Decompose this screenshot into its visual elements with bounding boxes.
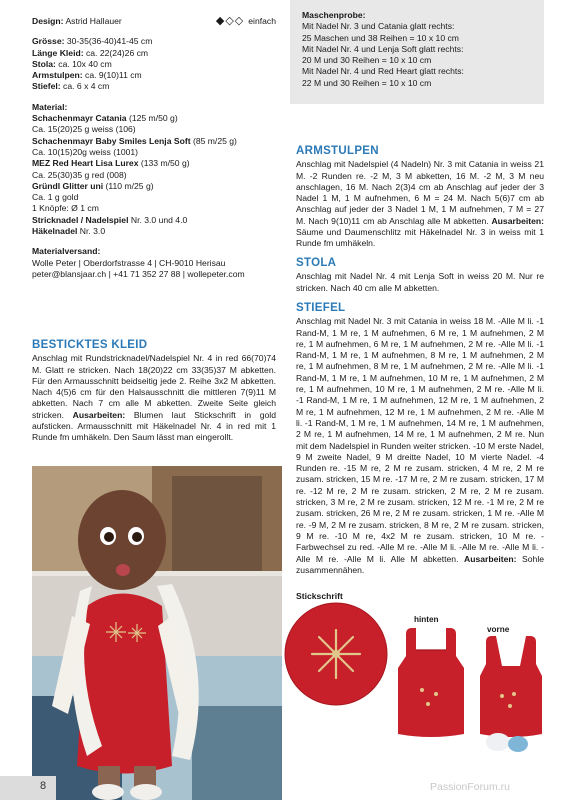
label-hinten: hinten xyxy=(414,615,439,624)
supplier-title: Materialversand: xyxy=(32,246,101,257)
material-item: MEZ Red Heart Lisa Lurex (133 m/50 g) xyxy=(32,158,190,169)
gauge-line: Mit Nadel Nr. 4 und Lenja Soft glatt rechts: xyxy=(302,43,464,54)
material-item: Ca. 25(30)35 g red (008) xyxy=(32,169,127,180)
page-number-tab xyxy=(0,776,56,800)
designer xyxy=(32,16,122,27)
material-list xyxy=(32,102,276,238)
material-item: Schachenmayr Catania (125 m/50 g) xyxy=(32,113,178,124)
section-title-kleid: BESTICKTES KLEID xyxy=(32,339,148,351)
difficulty xyxy=(216,16,276,27)
material-item: Ca. 10(15)20g weiss (1001) xyxy=(32,146,139,157)
designer-label: Design: xyxy=(32,16,64,26)
supplier-contact: peter@blansjaar.ch | +41 71 352 27 88 | wollepeter.com xyxy=(32,268,245,279)
difficulty-label: einfach xyxy=(248,16,276,26)
material-supplier xyxy=(32,246,276,280)
watermark: PassionForum.ru xyxy=(430,781,510,793)
material-item: Ca. 15(20)25 g weiss (106) xyxy=(32,124,136,135)
section-stola xyxy=(296,258,544,294)
material-item: Häkelnadel Nr. 3.0 xyxy=(32,226,106,237)
designer-name: Astrid Hallauer xyxy=(65,16,122,26)
design-row xyxy=(32,16,276,27)
left-column xyxy=(32,16,276,280)
dress-front-photo xyxy=(476,636,546,754)
armstulpen-instructions: Anschlag mit Nadelspiel (4 Nadeln) Nr. 3 mit Catania in weiss 21 M. -2 Runden re. -2 M, 3 M abketten, 16 M. -2 M, 3 M neu anschlagen, 16 M. Nach 2(3)4 cm ab Anschlag auf jeder der 3 Nadel 1 M, 1 M aufnehmen, 6 M = 24 M. Nach 5(6)7 cm ab Anschlag auf jeder der 3 Nadel 1 M, 1 M aufnehmen, 7 M = 27 M. Nach 9(10)11 cm ab Anschlag alle M abketten. Ausarbeiten: Säume und Daumenschlitz mit Häkelnadel Nr. 3 in weiss mit 1 Runde fm umhäkeln. xyxy=(296,159,544,249)
kleid-instructions: Anschlag mit Rundstricknadel/Nadelspiel Nr. 4 in red 66(70)74 M. Glatt re stricken. Nach 18(20)22 cm 33(35)37 M abketten. Für den Armausschnitt beidseitig jede 2. Reihe 3x2 M abketten. Nach 4(5)6 cm für den Halsausschnitt die mittleren 7(9)11 M abketten. Nach 7 cm alle M abketten. Zweite Seite gleich stricken. Ausarbeiten: Blumen laut Stickschrift in gold aufsticken. Armausschnitt mit Häkelnadel Nr. 4 in red mit 1 Runde fm umhäkeln. Den Saum lässt man eingerollt. xyxy=(32,353,276,443)
spec-value: ca. 6 x 4 cm xyxy=(63,81,110,92)
spec-value: ca. 9(10)11 cm xyxy=(85,70,142,81)
gauge-title: Maschenprobe: xyxy=(302,10,366,20)
dress-back-photo xyxy=(392,628,470,740)
gauge-line: Mit Nadel Nr. 3 und Catania glatt rechts: xyxy=(302,21,455,32)
section-stiefel xyxy=(296,303,544,576)
gauge-line: 20 M und 30 Reihen = 10 x 10 cm xyxy=(302,55,432,66)
material-item: Ca. 1 g gold xyxy=(32,192,79,203)
supplier-address: Wolle Peter | Oberdorfstrasse 4 | CH-9010 Herisau xyxy=(32,257,226,268)
section-title-armstulpen: ARMSTULPEN xyxy=(296,145,379,157)
material-item: Schachenmayr Baby Smiles Lenja Soft (85 m/25 g) xyxy=(32,135,237,146)
material-item: Gründl Glitter uni (110 m/25 g) xyxy=(32,180,154,191)
spec-label: Grösse: xyxy=(32,36,65,47)
gauge-line: 22 M und 30 Reihen = 10 x 10 cm xyxy=(302,77,432,88)
gauge-line: Mit Nadel Nr. 4 und Red Heart glatt rechts: xyxy=(302,66,464,77)
spec-row xyxy=(32,48,276,59)
doll-photo xyxy=(32,466,282,800)
gauge-box xyxy=(290,0,544,104)
difficulty-diamond-icons: ◆◇◇ xyxy=(215,15,245,27)
material-title: Material: xyxy=(32,101,68,112)
stola-instructions: Anschlag mit Nadel Nr. 4 mit Lenja Soft in weiss 20 M. Nur re stricken. Nach 40 cm alle M abketten. xyxy=(296,271,544,293)
spec-row xyxy=(32,70,276,81)
spec-row xyxy=(32,81,276,92)
spec-row xyxy=(32,36,276,47)
stickschrift-label: Stickschrift xyxy=(296,591,343,601)
spec-label: Stola: xyxy=(32,58,56,69)
spec-row xyxy=(32,59,276,70)
spec-value: ca. 22(24)26 cm xyxy=(85,47,149,58)
section-title-stiefel: STIEFEL xyxy=(296,302,346,314)
label-vorne: vorne xyxy=(487,625,510,634)
section-title-stola: STOLA xyxy=(296,257,337,269)
page-number: 8 xyxy=(40,780,47,792)
stiefel-instructions: Anschlag mit Nadel Nr. 3 mit Catania in weiss 18 M. -Alle M li. -1 Rand-M, 1 M re, 1 M aufnehmen, 6 M re, 1 M aufnehmen, 2 M re, 1 M aufnehmen, 6 M re, 1 M aufnehmen, 2 M re. -Alle M li. -1 Rand-M, 1 M re, 1 M aufnehmen, 8 M re, 1 M aufnehmen, 2 M re, 1 M aufnehmen, 8 M re, 1 M aufnehmen, 2 M re. -Alle M li. -1 Rand-M, 1 M re, 1 M aufnehmen, 10 M re, 1 M aufnehmen, 2 M re, 1 M aufnehmen, 10 M re, 1 M aufnehmen, 2 M re. -Alle M li. -1 Rand-M, 1 M re, 1 M aufnehmen, 12 M re, 1 M aufnehmen, 2 M re, 1 M aufnehmen, 12 M re, 1 M aufnehmen, 2 M re. -Alle M li. -1 Rand-M, 1 M re, 1 M aufnehmen, 14 M re, 1 M aufnehmen, 2 M re, 1 M aufnehmen, 14 M re, 1 M aufnehmen, 2 M re. Nun mit dem Nadelspiel in Runden weiter stricken. -10 M erste Nadel, 9 M zweite Nadel, 9 M dreitte Nadel, 10 M vierte Nadel. -4 Runden re. -15 M re, 2 M re zusam. stricken, 4 M re, 2 M re zusam. stricken, 15 M re. -17 M re, 2 M re zusam. stricken, 17 M re. -12 M re, 2 M re zusam. stricken, 2 M re, 2 M re zusam. stricken, 3 M re, 2 M re zusam. stricken, 12 M re. -1 M re, 2 M re zusam. stricken, 26 M re, 2 M re zusam. stricken, 1 M re. -Alle M re. -9 M, 2 M re zusam. stricken, 8 M re, 2 M re zusam. stricken, 9 M re. -10 M re, 4x2 M re zusam. stricken, 10 M re. -Farbwechsel zu red. -Alle M re. -Alle M li. -Alle M re. -Alle M li. -Alle M re. -Alle M li. Alle M abketten. Ausarbeiten: Sohle zusammennähen. xyxy=(296,316,545,575)
spec-label: Armstulpen: xyxy=(32,70,83,81)
spec-label: Länge Kleid: xyxy=(32,47,84,58)
size-specs xyxy=(32,36,276,92)
section-kleid xyxy=(32,340,276,444)
spec-value: 30-35(36-40)41-45 cm xyxy=(66,36,153,47)
material-item: Stricknadel / Nadelspiel Nr. 3.0 und 4.0 xyxy=(32,214,188,225)
spec-value: ca. 10x 40 cm xyxy=(58,58,112,69)
section-armstulpen xyxy=(296,146,544,250)
embroidery-closeup xyxy=(284,602,388,706)
spec-label: Stiefel: xyxy=(32,81,61,92)
gauge-line: 25 Maschen und 38 Reihen = 10 x 10 cm xyxy=(302,32,459,43)
material-item: 1 Knöpfe: Ø 1 cm xyxy=(32,203,99,214)
